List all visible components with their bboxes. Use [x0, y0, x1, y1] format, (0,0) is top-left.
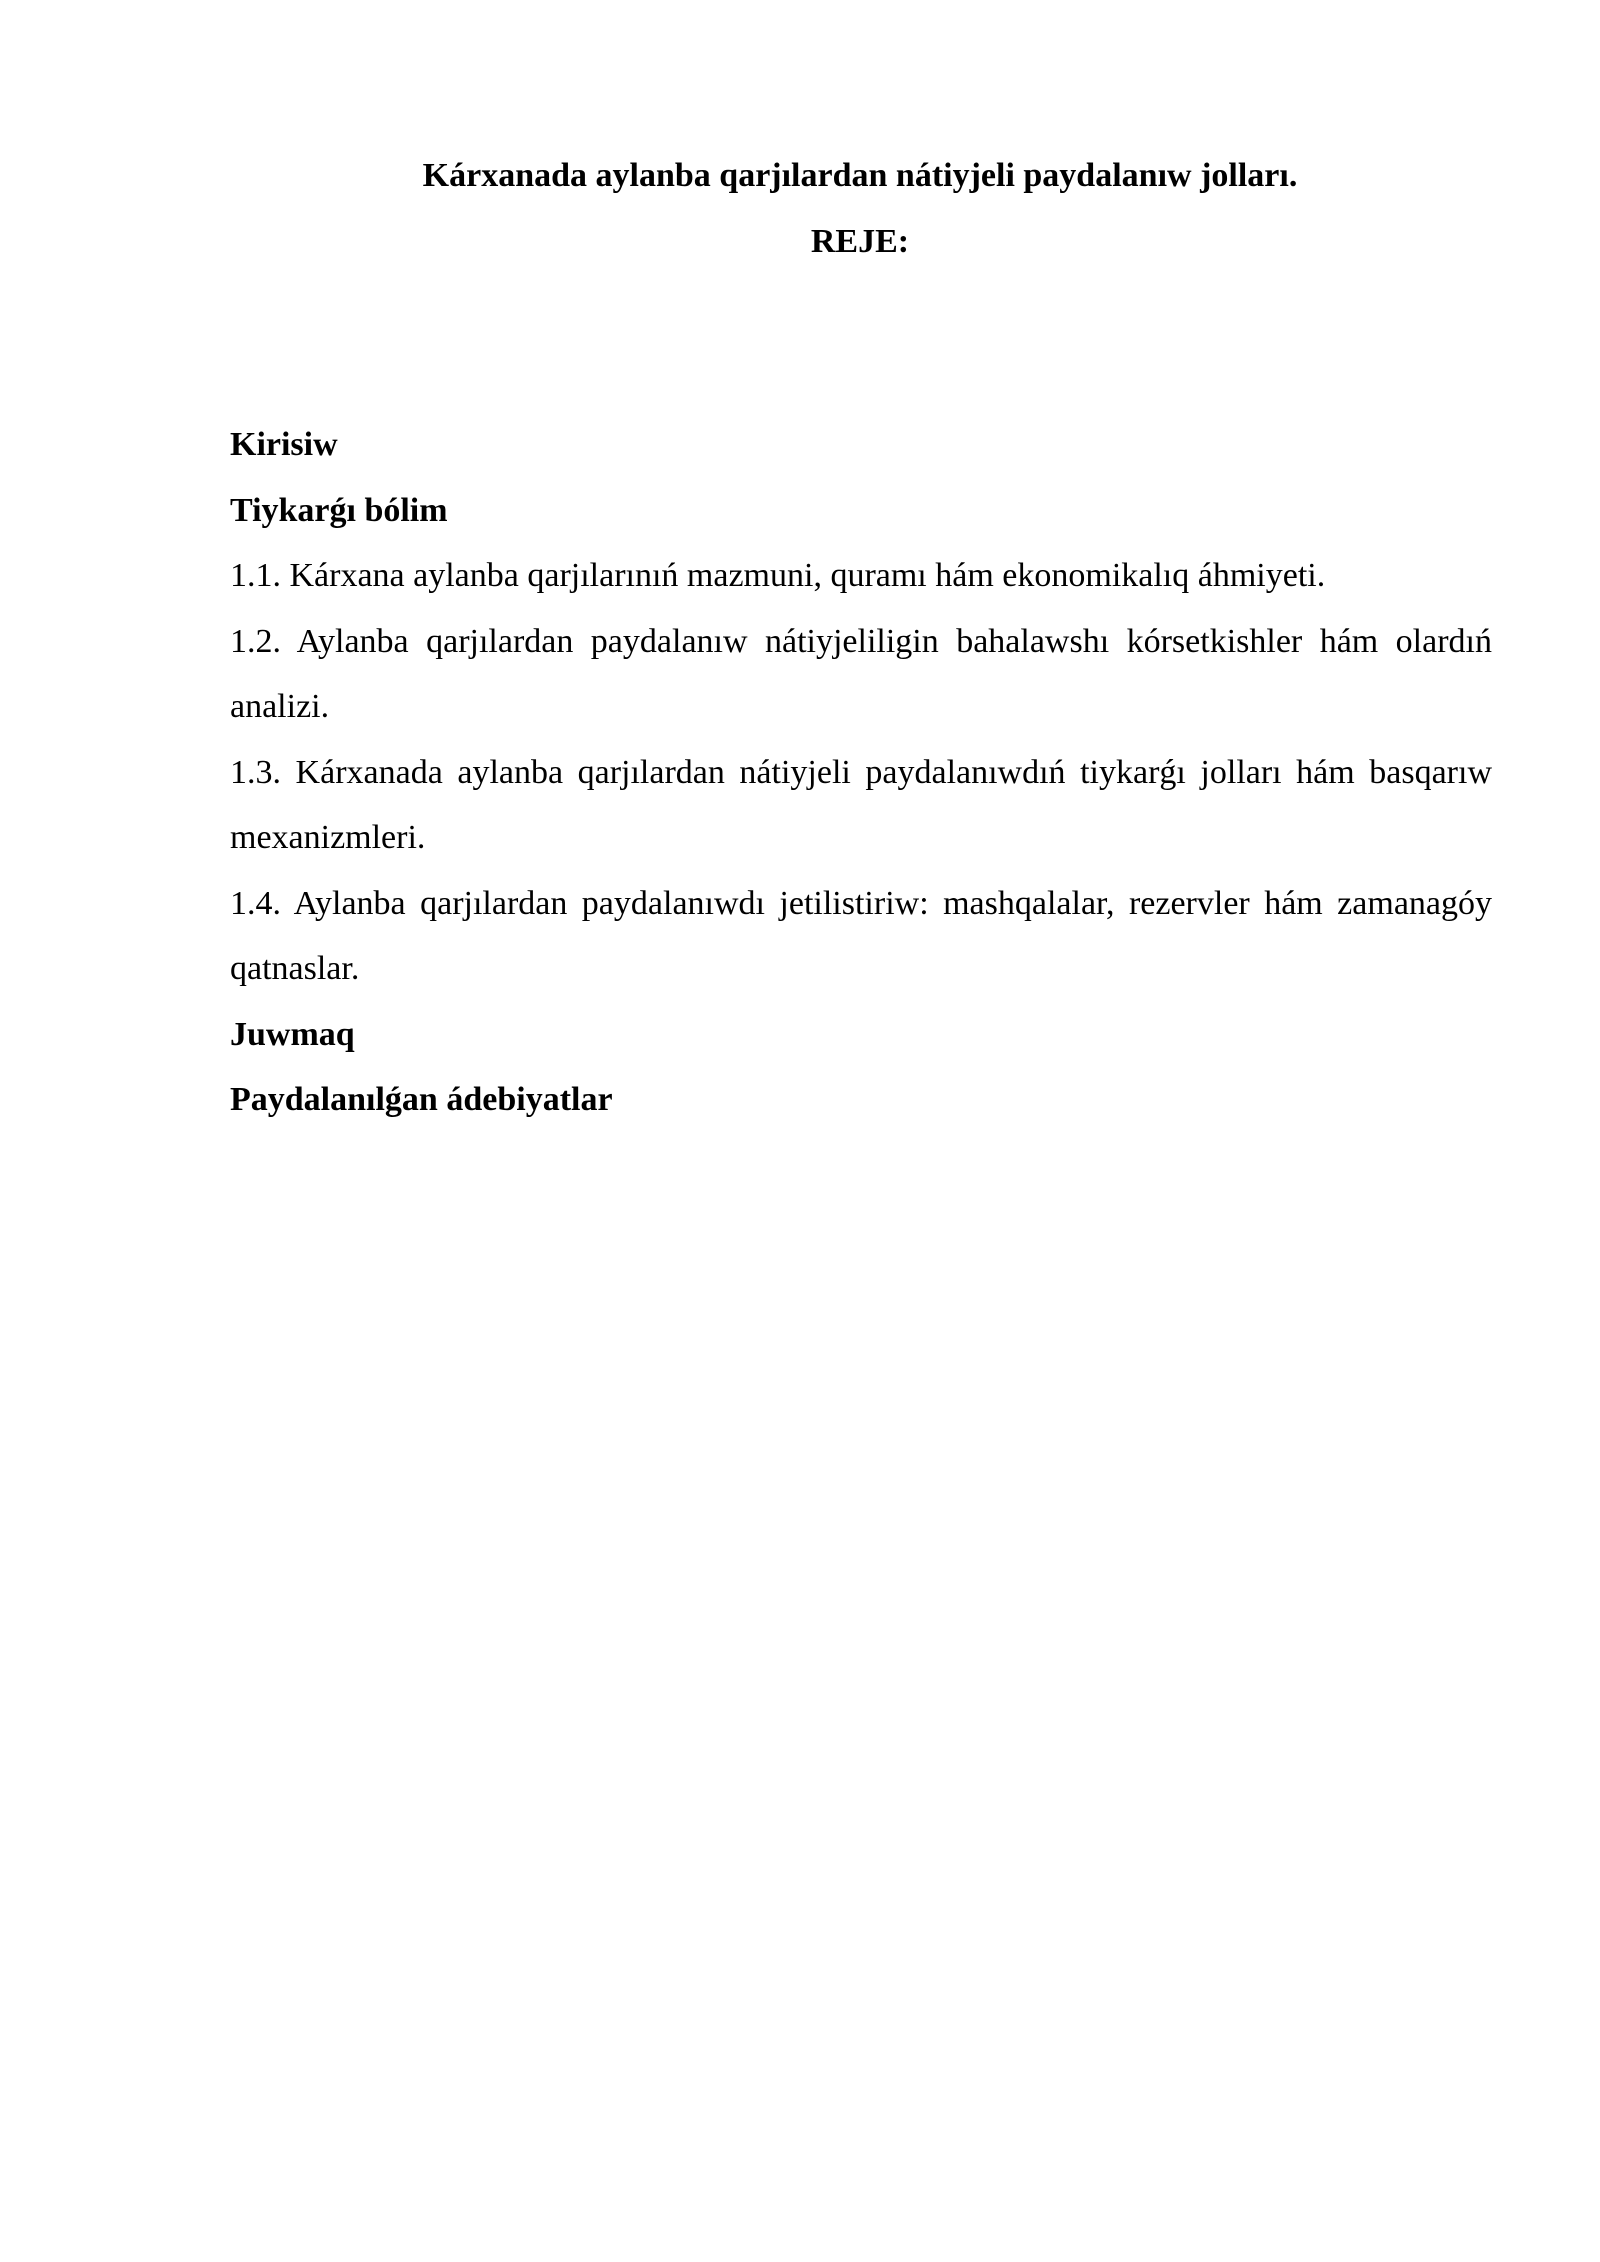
- plan-heading: REJE:: [810, 223, 910, 260]
- document-title: Kárxanada aylanba qarjılardan nátiyjeli paydalanıw jolları.: [422, 157, 1298, 194]
- section-conclusion: Juwmaq: [230, 1015, 355, 1053]
- plan-item-1-2: 1.2. Aylanba qarjılardan paydalanıw nátiyjeliligin bahalawshı kórsetkishler hám olardıń analizi.: [230, 622, 1492, 725]
- section-references: Paydalanılǵan ádebiyatlar: [230, 1081, 613, 1118]
- plan-item-1-4: 1.4. Aylanba qarjılardan paydalanıwdı jetilistiriw: mashqalalar, rezervler hám zamanagóy qatnaslar.: [230, 884, 1492, 987]
- plan-item-1-1: 1.1. Kárxana aylanba qarjılarınıń mazmuni, quramı hám ekonomikalıq áhmiyeti.: [230, 557, 1326, 594]
- plan-list: [230, 412, 1492, 1133]
- section-intro: Kirisiw: [230, 426, 338, 463]
- plan-item-1-3: 1.3. Kárxanada aylanba qarjılardan nátiyjeli paydalanıwdıń tiykarǵı jolları hám basqarıw mexanizmleri.: [230, 753, 1492, 856]
- section-main: Tiykarǵı bólim: [230, 491, 448, 529]
